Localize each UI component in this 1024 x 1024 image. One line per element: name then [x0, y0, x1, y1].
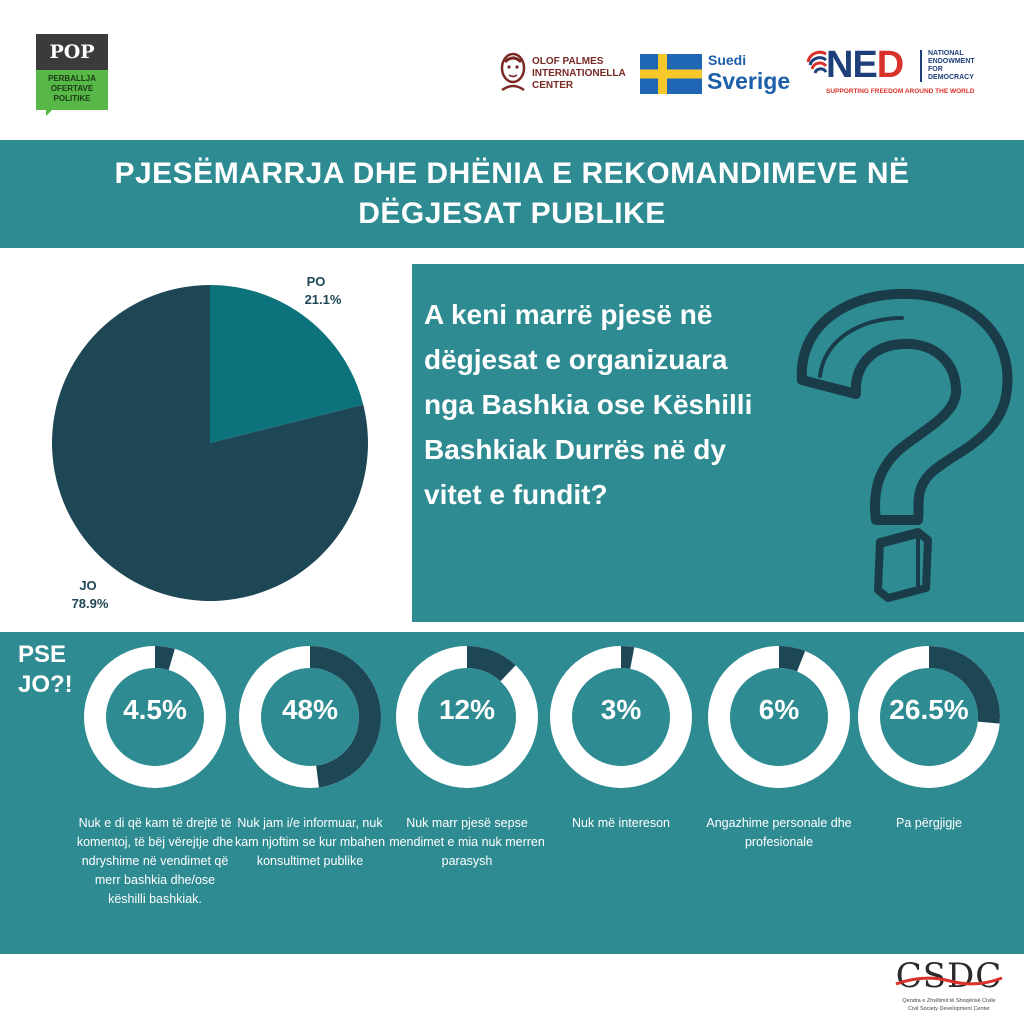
title-banner: [0, 140, 1024, 248]
csdc-logo: [888, 958, 1010, 1018]
ned-logo: [804, 46, 1004, 100]
csdc-swoosh-icon: [894, 974, 1004, 988]
ned-wordmark-d: D: [876, 44, 904, 86]
pop-logo-abbr: POP: [36, 34, 108, 70]
ned-divider: [920, 50, 922, 82]
olof-palme-logo: [498, 52, 628, 96]
pop-logo-tail: [46, 108, 54, 116]
pie-value-po: 21.1%: [304, 292, 342, 307]
reason-percent: 48%: [281, 694, 339, 725]
sweden-logo: [640, 52, 790, 98]
reason-percent: 12%: [438, 694, 496, 725]
ned-wordmark-main: NE: [826, 44, 877, 86]
pop-logo-line: PERBALLJA: [47, 74, 96, 83]
olof-palme-name: [532, 56, 626, 92]
reasons-section: [0, 632, 1024, 954]
ned-line: NATIONAL: [928, 50, 964, 57]
donut-arc: [467, 657, 508, 673]
pie-value-jo: 78.9%: [71, 596, 109, 611]
pop-logo-line: POLITIKE: [53, 94, 91, 103]
ned-stripes-icon: [804, 50, 828, 78]
question-mark-icon: [780, 284, 1020, 614]
why-not-label: [18, 640, 78, 700]
csdc-name-en: Civil Society Development Center: [908, 1006, 990, 1012]
survey-question: A keni marrë pjesë në dëgjesat e organizuara nga Bashkia ose Këshilli Bashkiak Durrës në dy vitet e fundit?: [424, 299, 753, 510]
participation-pie-chart: [40, 268, 400, 618]
reason-label: Nuk jam i/e informuar, nuk kam njoftim se kur mbahen konsultimet publike: [234, 816, 386, 868]
reason-label: Pa përgjigje: [895, 816, 962, 830]
olof-line: INTERNATIONELLA: [532, 68, 626, 79]
sweden-label-sv: Sverige: [707, 68, 791, 94]
ned-line: FOR: [928, 66, 943, 73]
ned-tagline: SUPPORTING FREEDOM AROUND THE WORLD: [826, 88, 975, 95]
reason-label: Angazhime personale dhe profesionale: [706, 816, 852, 849]
reason-percent: 6%: [758, 694, 800, 725]
pie-slices: [52, 285, 368, 601]
olof-palme-portrait-icon: [498, 52, 528, 92]
csdc-wordmark: CSDC: [895, 956, 1003, 996]
swedish-flag-icon: [640, 54, 702, 94]
ned-wordmark: [826, 44, 903, 87]
pop-logo: [36, 34, 108, 112]
ned-full-name: [928, 50, 975, 82]
donut-arc: [779, 657, 801, 661]
reason-label: Nuk marr pjesë sepse mendimet e mia nuk merren parasysh: [389, 816, 545, 868]
pop-logo-line: OFERTAVE: [50, 84, 94, 93]
pie-label-jo: JO: [79, 578, 97, 593]
sweden-label-sq: Suedi: [708, 52, 747, 68]
why-not-text: PSE JO?!: [18, 641, 73, 698]
reason-percent: 4.5%: [123, 694, 187, 725]
donut-arc: [155, 657, 172, 659]
donut-arc: [621, 657, 632, 658]
page-title: PJESËMARRJA DHE DHËNIA E REKOMANDIMEVE NË DËGJESAT PUBLIKE: [114, 157, 910, 230]
reason-percent: 3%: [600, 694, 642, 725]
ned-line: DEMOCRACY: [928, 74, 974, 81]
reason-percent: 26.5%: [889, 694, 969, 725]
reason-label: Nuk e di që kam të drejtë të komentoj, të bëj vërejtje dhe ndryshime në vendimet që merr bashkia dhe/ose këshilli bashkiak.: [76, 816, 234, 906]
pop-logo-tagline: [36, 70, 108, 110]
csdc-name-sq: Qendra e Zhvillimit të Shoqërisë Civile: [902, 998, 996, 1004]
olof-line: OLOF PALMES: [532, 56, 604, 67]
question-panel: [412, 264, 1024, 622]
ned-line: ENDOWMENT: [928, 58, 975, 65]
reason-label: Nuk më intereson: [572, 816, 670, 830]
olof-line: CENTER: [532, 80, 574, 91]
pie-label-po: PO: [306, 274, 326, 289]
